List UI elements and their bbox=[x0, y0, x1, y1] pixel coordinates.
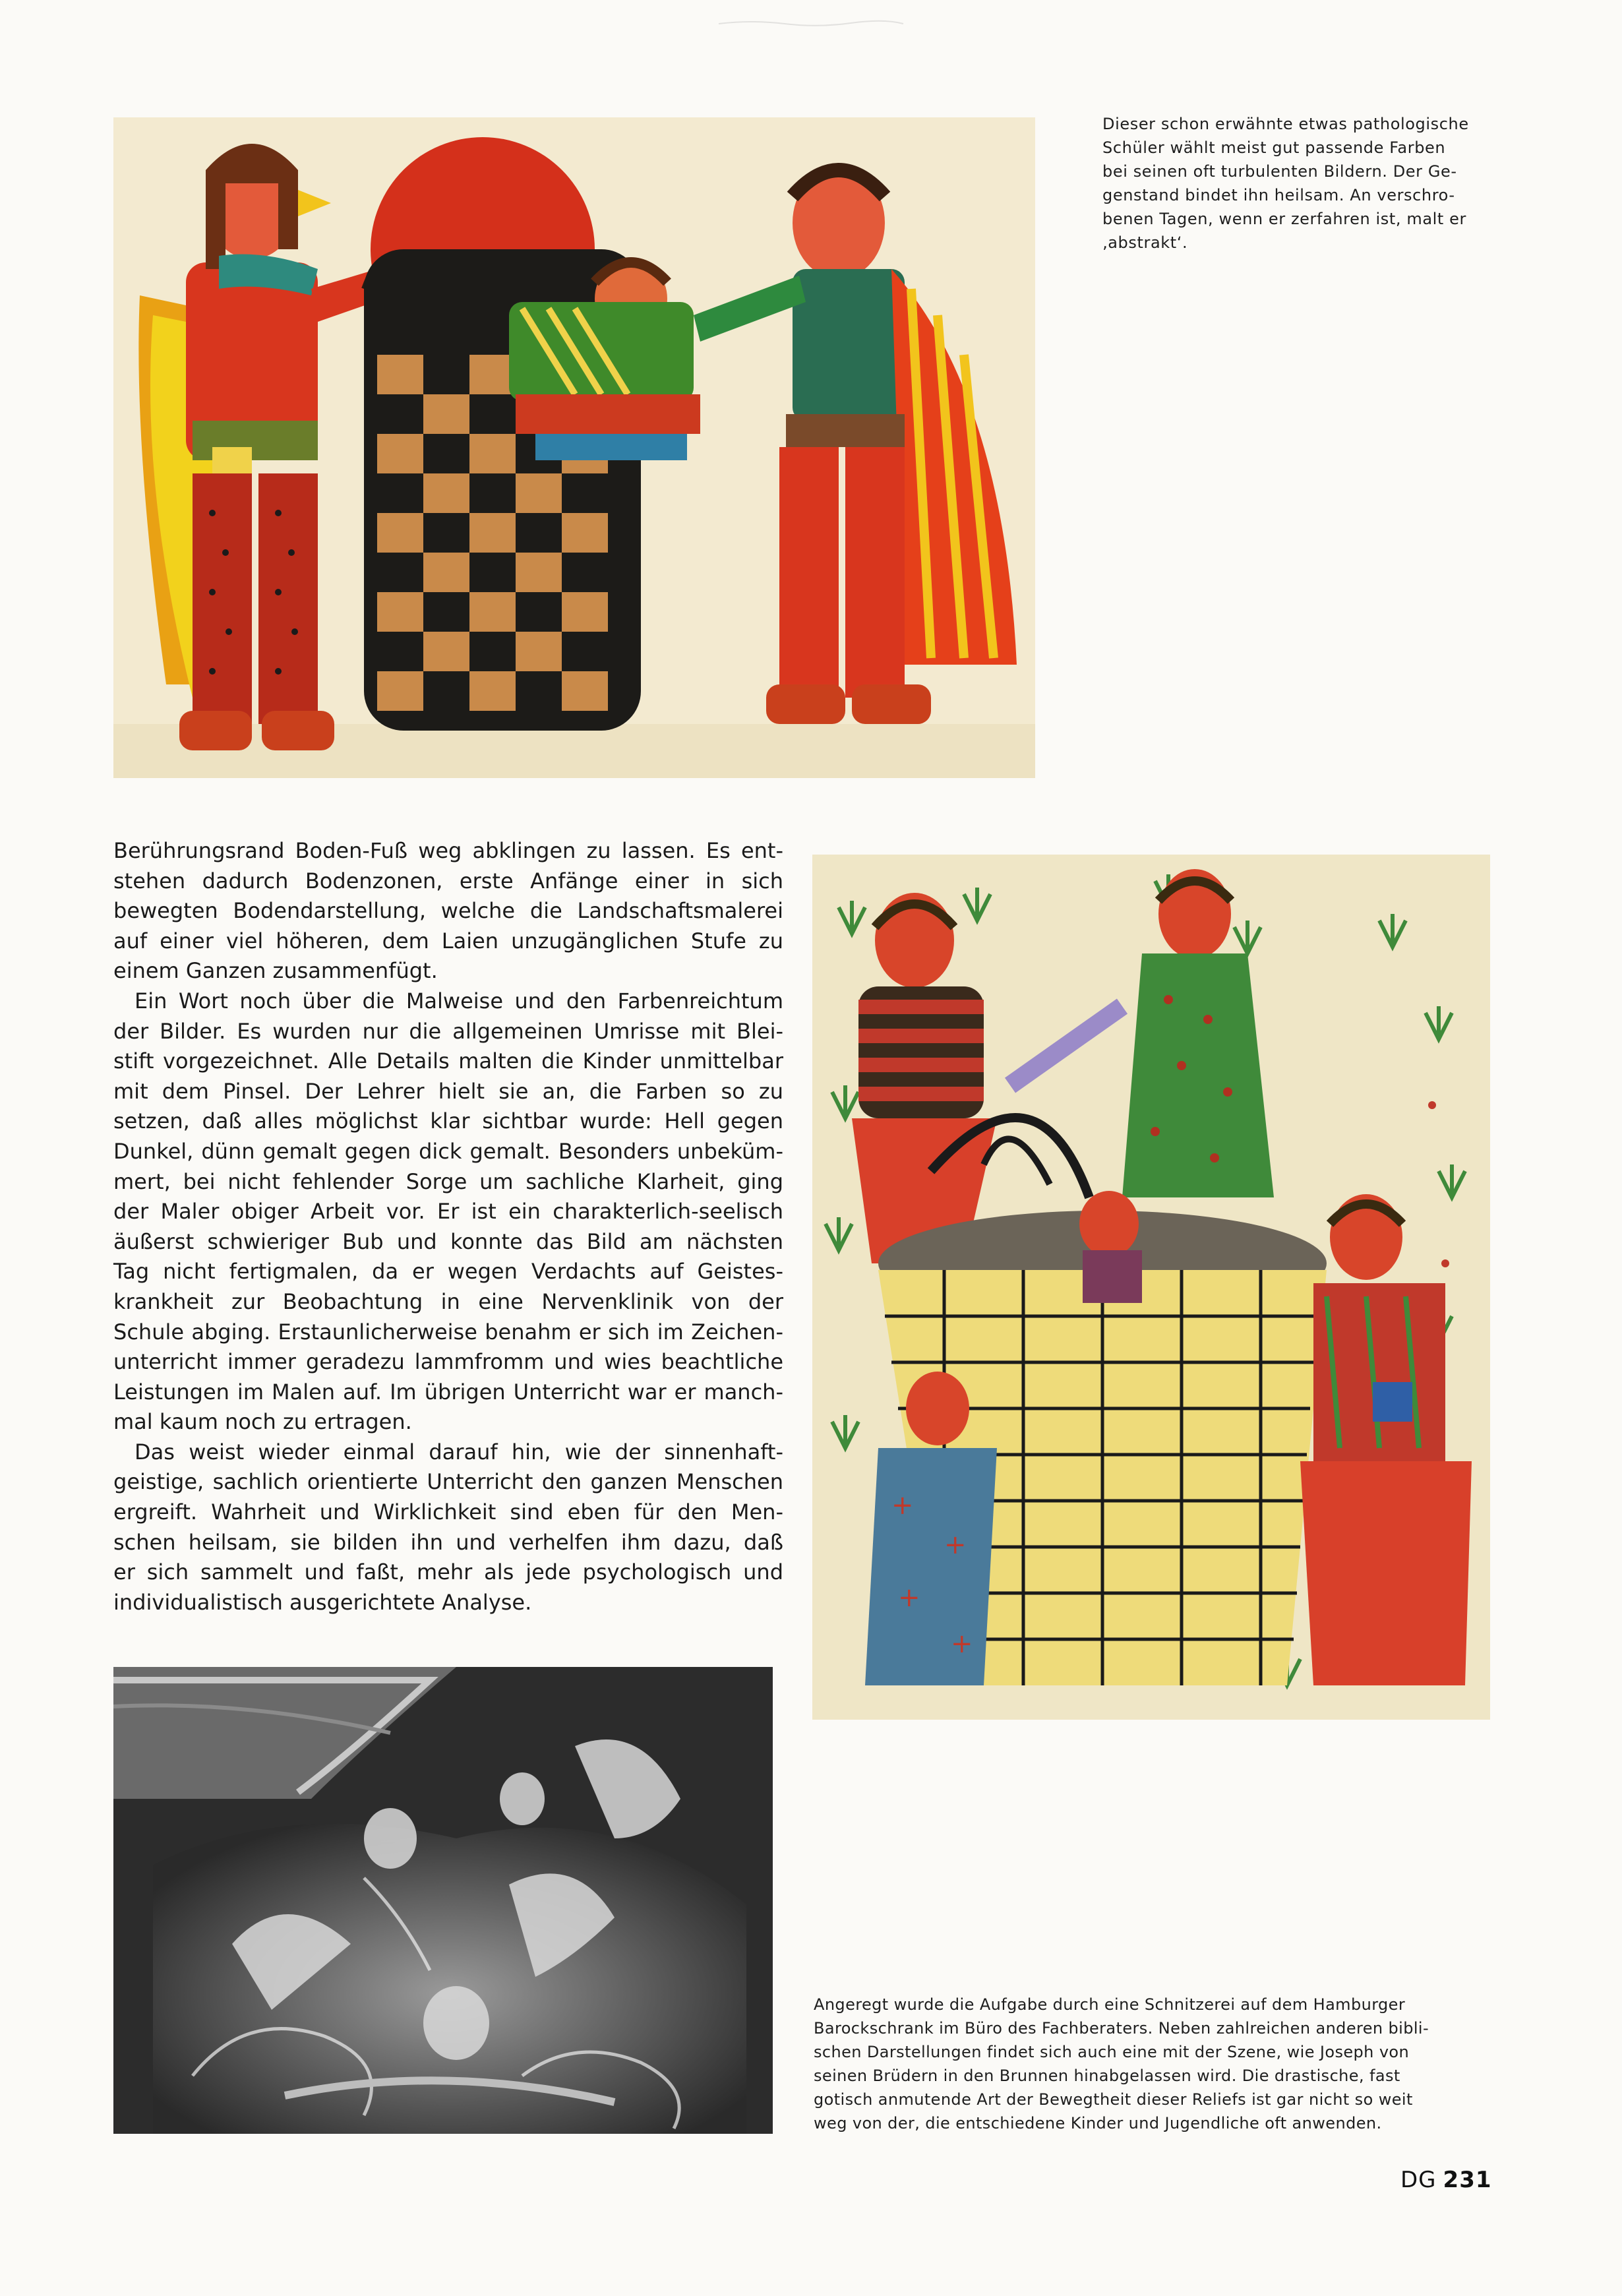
paragraph-line: schen heilsam, sie bilden ihn und verhelfen ihm dazu, daß bbox=[113, 1529, 783, 1555]
journal-abbreviation: DG bbox=[1400, 2167, 1437, 2193]
caption-line: Barockschrank im Büro des Fachberaters. Neben zahlreichen anderen bibli- bbox=[814, 2019, 1429, 2038]
paragraph-line: Dunkel, dünn gemalt gegen dick gemalt. Besonders unbeküm- bbox=[113, 1138, 783, 1164]
svg-text:+: + bbox=[944, 1530, 967, 1560]
paragraph-line: mert, bei nicht fehlender Sorge um sachliche Klarheit, ging bbox=[113, 1168, 783, 1194]
photo-baroque-carving bbox=[113, 1667, 773, 2134]
paragraph-line: geistige, sachlich orientierte Unterricht den ganzen Menschen bbox=[113, 1469, 783, 1495]
paragraph-line: bewegten Bodendarstellung, welche die Landschaftsmalerei bbox=[113, 898, 783, 924]
caption-line: ‚abstrakt‘. bbox=[1102, 233, 1188, 252]
page-number: 231 bbox=[1443, 2167, 1492, 2193]
caption-line: Dieser schon erwähnte etwas pathologische bbox=[1102, 115, 1469, 133]
paragraph-line: einem Ganzen zusammenfügt. bbox=[113, 958, 438, 984]
paragraph-line: er sich sammelt und faßt, mehr als jede psychologisch und bbox=[113, 1559, 783, 1585]
paragraph-line: ergreift. Wahrheit und Wirklichkeit sind eben für den Men- bbox=[113, 1499, 783, 1525]
svg-text:+: + bbox=[891, 1490, 914, 1521]
paragraph-line: äußerst schwieriger Bub und konnte das Bild am nächsten bbox=[113, 1228, 783, 1254]
caption-line: weg von der, die entschiedene Kinder und Jugendliche oft anwenden. bbox=[814, 2114, 1382, 2132]
caption-line: benen Tagen, wenn er zerfahren ist, malt er bbox=[1102, 210, 1466, 228]
paragraph-line: mit dem Pinsel. Der Lehrer hielt sie an, die Farben so zu bbox=[113, 1078, 783, 1104]
painting-brothers-at-well bbox=[812, 855, 1490, 1720]
caption-line: bei seinen oft turbulenten Bildern. Der Ge- bbox=[1102, 162, 1457, 181]
paragraph-line: stift vorgezeichnet. Alle Details malten die Kinder unmittelbar bbox=[113, 1048, 783, 1074]
caption-line: Angeregt wurde die Aufgabe durch eine Schnitzerei auf dem Hamburger bbox=[814, 1995, 1406, 2014]
paragraph-line: unterricht immer geradezu lammfromm und wies beachtliche bbox=[113, 1349, 783, 1375]
paragraph-line: Das weist wieder einmal darauf hin, wie der sinnenhaft- bbox=[135, 1439, 783, 1465]
painting-joseph-lowered-into-well bbox=[113, 117, 1035, 778]
paragraph-line: individualistisch ausgerichtete Analyse. bbox=[113, 1589, 532, 1615]
svg-text:+: + bbox=[951, 1629, 973, 1659]
paragraph-line: auf einer viel höheren, dem Laien unzugänglichen Stufe zu bbox=[113, 928, 783, 953]
scan-mark bbox=[712, 18, 910, 28]
caption-line: gotisch anmutende Art der Bewegtheit dieser Reliefs ist gar nicht so weit bbox=[814, 2090, 1413, 2109]
paragraph-line: krankheit zur Beobachtung in eine Nervenklinik von der bbox=[113, 1288, 783, 1314]
paragraph-line: setzen, daß alles möglichst klar sichtbar wurde: Hell gegen bbox=[113, 1108, 783, 1134]
bottom-image-caption bbox=[814, 1993, 1499, 2135]
top-image-caption bbox=[1102, 112, 1493, 255]
paragraph-line: der Maler obiger Arbeit vor. Er ist ein charakterlich-seelisch bbox=[113, 1199, 783, 1224]
page-footer bbox=[1400, 2167, 1492, 2193]
paragraph-line: Ein Wort noch über die Malweise und den Farbenreichtum bbox=[135, 988, 783, 1013]
caption-line: Schüler wählt meist gut passende Farben bbox=[1102, 138, 1446, 157]
article-body bbox=[113, 836, 783, 1617]
paragraph-line: mal kaum noch zu ertragen. bbox=[113, 1409, 412, 1435]
paragraph-line: stehen dadurch Bodenzonen, erste Anfänge einer in sich bbox=[113, 868, 783, 893]
caption-line: genstand bindet ihn heilsam. An verschro- bbox=[1102, 186, 1455, 204]
paragraph-line: Berührungsrand Boden-Fuß weg abklingen zu lassen. Es ent- bbox=[113, 838, 783, 863]
paragraph-line: Leistungen im Malen auf. Im übrigen Unterricht war er manch- bbox=[113, 1379, 783, 1405]
paragraph-line: Tag nicht fertigmalen, da er wegen Verdachts auf Geistes- bbox=[113, 1259, 783, 1284]
paragraph-line: der Bilder. Es wurden nur die allgemeinen Umrisse mit Blei- bbox=[113, 1018, 783, 1044]
paragraph-line: Schule abging. Erstaunlicherweise benahm er sich im Zeichen- bbox=[113, 1319, 783, 1344]
svg-text:+: + bbox=[898, 1583, 920, 1613]
caption-line: seinen Brüdern in den Brunnen hinabgelassen wird. Die drastische, fast bbox=[814, 2067, 1400, 2085]
caption-line: schen Darstellungen findet sich auch eine mit der Szene, wie Joseph von bbox=[814, 2043, 1410, 2061]
